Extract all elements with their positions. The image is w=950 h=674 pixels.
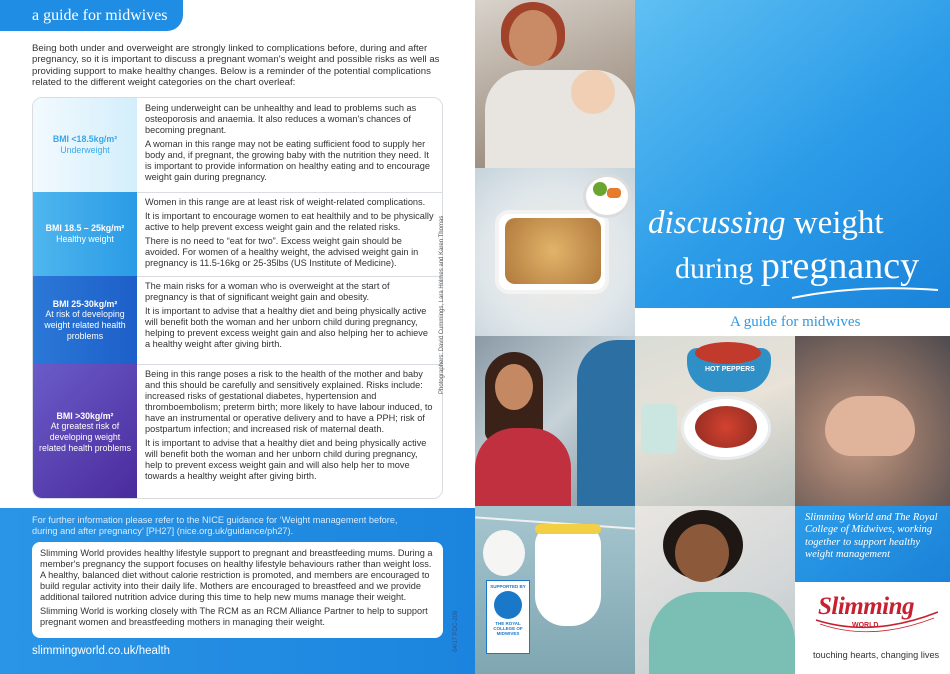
bmi-paragraph: It is important to advise that a healthy diet and being physically active will benefit both the woman and her unborn child during pregnancy, helping to prevent excess weight gain and also helping her to achieve a healthy weight after giving birth.: [145, 306, 428, 349]
bmi-paragraph: Being underweight can be unhealthy and lead to problems such as osteoporosis and anaemia. It also reduces a woman's chances of becoming pregnant.: [145, 103, 417, 135]
broccoli-shape: [593, 182, 607, 196]
title-big-word: pregnancy: [760, 245, 920, 287]
logo-wordmark: Slimming: [818, 593, 915, 620]
clothing-shape: [649, 592, 795, 674]
bmi-row-overweight: [33, 276, 442, 364]
bmi-paragraph: A woman in this range may not be eating sufficient food to supply her body and, if pregnant, the growing baby with the nutrition they need. It is important to provide information on healthy eating and to encourage weight gain during pregnancy.: [145, 139, 430, 182]
bmi-paragraph: It is important to advise that a healthy diet and being physically active will benefit both the woman and her unborn child during pregnancy, help to prevent excess weight gain and will also help her to move towards a healthy weight after giving birth.: [145, 438, 427, 481]
bmi-description: [145, 197, 434, 272]
photo-credit: Photographers: David Cummings, Lara Holmes and Karen Thomas: [439, 215, 445, 394]
photo-baby-hand: [795, 336, 950, 506]
bmi-table: [32, 97, 443, 499]
photo-smiling-mother: [635, 506, 795, 674]
carrot-shape: [607, 188, 621, 198]
website-link[interactable]: slimmingworld.co.uk/health: [32, 645, 171, 657]
bmi-label-cell: [33, 364, 137, 499]
brand-slogan: touching hearts, changing lives: [813, 650, 940, 660]
rcm-emblem-icon: [494, 591, 522, 619]
bmi-range: BMI 18.5 – 25kg/m²: [45, 223, 125, 234]
bmi-description: [145, 103, 434, 186]
face-shape: [675, 524, 729, 582]
bmi-paragraph: The main risks for a woman who is overweight at the start of pregnancy is that of significant weight gain and obesity.: [145, 281, 390, 302]
pie-filling-shape: [505, 218, 601, 284]
bmi-paragraph: It is important to encourage women to eat healthily and to be physically active to help prevent excess weight gain and the related risks.: [145, 211, 434, 232]
bmi-category: Healthy weight: [56, 234, 114, 244]
dress-shape: [475, 428, 571, 506]
midwife-shape: [577, 340, 635, 506]
bmi-paragraph: There is no need to “eat for two”. Excess weight gain should be avoided. For women of a healthy weight, the advised weight gain in pregnancy is 11.5-16kg or 25-35lbs (US Institute of Medicine).: [145, 236, 419, 268]
cover-title-line-1: [648, 205, 884, 242]
photo-mother-and-baby: [475, 0, 635, 168]
bmi-category: Underweight: [60, 145, 110, 155]
plate-food-shape: [695, 406, 757, 448]
bmi-row-underweight: [33, 98, 442, 192]
bowl-label: HOT PEPPERS: [705, 366, 755, 373]
title-swoosh: [790, 282, 940, 302]
rcm-badge-heading: SUPPORTED BY: [490, 584, 526, 589]
info-paragraph: Slimming World provides healthy lifestyle support to pregnant and breastfeeding mums. During a member's pregnancy the support focuses on healthy lifestyle behaviours rather than weight loss. A healthy, balanced diet without calorie restriction is promoted, and members are encouraged to build regular activity into their daily life. Mothers are encouraged to breastfeed and we provide additional tailored nutrition advice during this time to help new mums manage their weight.: [40, 548, 433, 602]
bmi-description: [145, 369, 434, 485]
baby-bodysuit-shape: [535, 526, 601, 626]
baby-shape: [571, 70, 615, 114]
face-shape: [509, 10, 557, 66]
teddy-bear-shape: [483, 530, 525, 576]
logo-subtext: WORLD: [852, 622, 879, 629]
bmi-category: At risk of developing weight related health problems: [44, 309, 126, 341]
info-paragraph: Slimming World is working closely with The RCM as an RCM Alliance Partner to help to support pregnant women and breastfeeding mothers in managing their weight.: [40, 606, 428, 627]
bmi-category: At greatest risk of developing weight related health problems: [39, 421, 131, 453]
tomato-food-shape: [695, 342, 761, 364]
document-code: 04/17 PDC-209: [453, 610, 459, 652]
bmi-paragraph: Being in this range poses a risk to the health of the mother and baby and this should be carefully and sensitively explained. Risks include: increased risks of gestational diabetes, hypertension and thromboembolism; preterm birth; more likely to have labour induced, to have an instrumental or operative delivery and to have a PPH; risk of postpartum infection; and increased risk of maternal death.: [145, 369, 433, 434]
photo-pregnant-woman-with-midwife: [475, 336, 635, 506]
cover-subtitle-band: [635, 308, 950, 336]
title-italic-word: discussing: [648, 205, 786, 241]
bmi-label-cell: [33, 192, 137, 276]
face-shape: [495, 364, 533, 410]
bmi-row-healthy: [33, 192, 442, 276]
nice-reference: For further information please refer to the NICE guidance for ‘Weight management before, during and after pregnancy’ [PH27] (nice.org.uk/guidance/ph27).: [32, 515, 398, 536]
intro-text: Being both under and overweight are strongly linked to complications before, during and after pregnancy, so it is important to discuss a pregnant woman's weight and possible risks as well as providing support to make healthy changes. Below is a reminder of the potential complications related to the different weight categories on the chart overleaf:: [32, 43, 440, 89]
glass-shape: [641, 404, 677, 454]
photo-cottage-pie: [475, 168, 635, 336]
bmi-range: BMI <18.5kg/m²: [52, 134, 118, 145]
rcm-badge-name: THE ROYAL COLLEGE OF MIDWIVES: [493, 621, 523, 637]
title-small-word: during: [675, 252, 761, 285]
title-word: weight: [785, 205, 884, 241]
cover-subtitle: A guide for midwives: [730, 314, 861, 330]
bmi-label-cell: [33, 98, 137, 192]
bmi-label-cell: [33, 276, 137, 364]
photo-healthy-meal: [635, 336, 795, 506]
bmi-description: [145, 281, 434, 353]
baby-hand-shape: [825, 396, 915, 456]
bmi-paragraph: Women in this range are at least risk of weight-related complications.: [145, 197, 426, 207]
guide-tag: a guide for midwives: [0, 0, 183, 31]
bodysuit-trim: [535, 524, 601, 534]
bmi-row-obese: [33, 364, 442, 499]
partnership-tagline: Slimming World and The Royal College of Midwives, working together to support healthy weight management: [805, 512, 938, 560]
rcm-supported-badge: [486, 580, 530, 654]
slimming-world-info-box: [32, 542, 443, 638]
partnership-tagline-box: [795, 506, 950, 582]
bmi-range: BMI >30kg/m²: [56, 410, 114, 421]
bmi-range: BMI 25-30kg/m²: [52, 298, 118, 309]
